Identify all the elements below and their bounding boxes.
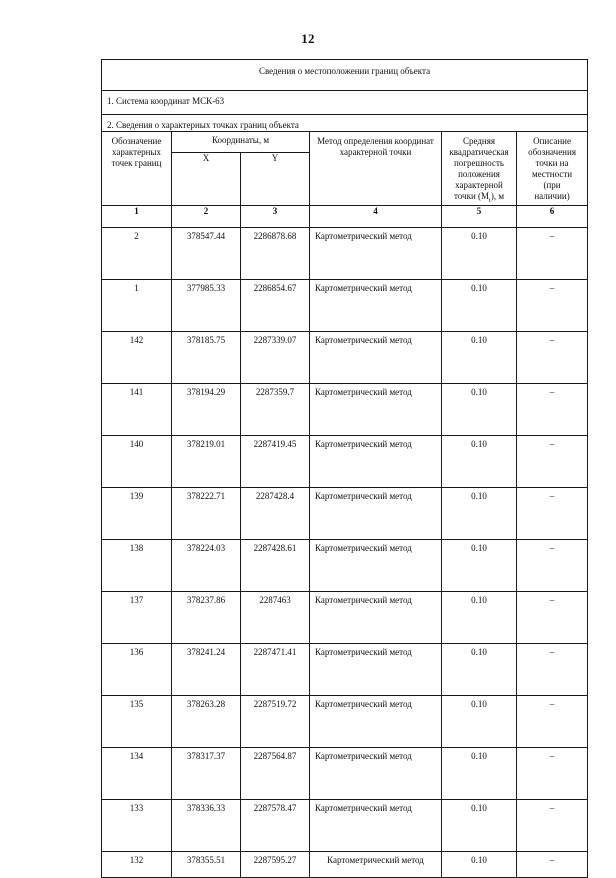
- cell-error: 0.10: [442, 279, 517, 331]
- cell-description: –: [517, 591, 588, 643]
- cell-error: 0.10: [442, 799, 517, 851]
- table-row: [102, 227, 588, 279]
- cell-error: 0.10: [442, 747, 517, 799]
- cell-y: 2287578.47: [241, 799, 310, 851]
- cell-method: Картометрический метод: [310, 695, 442, 747]
- cell-x: 378237.86: [172, 591, 241, 643]
- cell-x: 378222.71: [172, 487, 241, 539]
- header-desc-line-2: обозначения: [528, 146, 576, 157]
- cell-x: 378336.33: [172, 799, 241, 851]
- header-desc-line-5: (при: [543, 179, 561, 190]
- cell-x: 378219.01: [172, 435, 241, 487]
- header-error-line-6a: точки (М: [453, 190, 490, 201]
- section-info-row: [102, 115, 588, 132]
- cell-method: Картометрический метод: [310, 331, 442, 383]
- header-error-line-4: положения: [458, 168, 500, 179]
- cell-error: 0.10: [442, 539, 517, 591]
- header-method: Метод определения координат характерной точки: [310, 131, 442, 205]
- header-error-subscript: t: [489, 196, 491, 204]
- header-desc-line-1: Описание: [533, 135, 571, 146]
- table-row: [102, 799, 588, 851]
- boundary-points-table: [101, 59, 588, 878]
- cell-description: –: [517, 227, 588, 279]
- header-desc-line-3: точки на: [535, 157, 569, 168]
- cell-description: –: [517, 331, 588, 383]
- table-row: [102, 331, 588, 383]
- table-row: [102, 643, 588, 695]
- table-row: [102, 695, 588, 747]
- cell-description: –: [517, 383, 588, 435]
- cell-x: 378224.03: [172, 539, 241, 591]
- cell-point: 142: [102, 331, 172, 383]
- table-title-row: [102, 60, 588, 91]
- cell-y: 2287519.72: [241, 695, 310, 747]
- cell-description: –: [517, 747, 588, 799]
- cell-error: 0.10: [442, 383, 517, 435]
- table-row: [102, 747, 588, 799]
- cell-description: –: [517, 695, 588, 747]
- cell-error: 0.10: [442, 591, 517, 643]
- header-error-line-5: характерной: [455, 179, 503, 190]
- cell-error: 0.10: [442, 643, 517, 695]
- cell-y: 2287419.45: [241, 435, 310, 487]
- cell-point: 140: [102, 435, 172, 487]
- table-row: [102, 487, 588, 539]
- header-coordinates-group: Координаты, м: [172, 131, 310, 152]
- cell-description: –: [517, 435, 588, 487]
- colnum-1: 1: [102, 205, 172, 227]
- cell-y: 2287428.4: [241, 487, 310, 539]
- cell-method: Картометрический метод: [310, 383, 442, 435]
- header-x: X: [172, 153, 241, 205]
- header-desc-line-4: местности: [531, 168, 573, 179]
- cell-method: Картометрический метод: [310, 747, 442, 799]
- header-error-line-6b: ), м: [490, 190, 505, 201]
- cell-x: 378263.28: [172, 695, 241, 747]
- cell-point: 2: [102, 227, 172, 279]
- header-error-line-2: квадратическая: [449, 146, 509, 157]
- cell-x: 378194.29: [172, 383, 241, 435]
- cell-y: 2287463: [241, 591, 310, 643]
- colnum-2: 2: [172, 205, 241, 227]
- cell-point: 138: [102, 539, 172, 591]
- cell-y: 2287359.7: [241, 383, 310, 435]
- header-description: [517, 131, 588, 205]
- cell-point: 135: [102, 695, 172, 747]
- page-number: 12: [301, 31, 315, 46]
- table-row: [102, 591, 588, 643]
- cell-point: 132: [102, 851, 172, 877]
- cell-method: Картометрический метод: [310, 643, 442, 695]
- cell-description: –: [517, 539, 588, 591]
- header-mean-square-error: [442, 131, 517, 205]
- section-info-label: 2. Сведения о характерных точках границ объекта: [102, 115, 588, 132]
- cell-error: 0.10: [442, 487, 517, 539]
- cell-method: Картометрический метод: [310, 851, 442, 877]
- cell-point: 136: [102, 643, 172, 695]
- header-desc-line-6: наличии): [534, 190, 570, 201]
- coordinate-system-label: 1. Система координат МСК-63: [102, 91, 588, 115]
- column-header-row: [102, 131, 588, 152]
- cell-y: 2287428.61: [241, 539, 310, 591]
- cell-point: 139: [102, 487, 172, 539]
- colnum-6: 6: [517, 205, 588, 227]
- cell-description: –: [517, 643, 588, 695]
- cell-point: 134: [102, 747, 172, 799]
- cell-x: 377985.33: [172, 279, 241, 331]
- cell-x: 378317.37: [172, 747, 241, 799]
- cell-method: Картометрический метод: [310, 227, 442, 279]
- table-row: [102, 435, 588, 487]
- cell-description: –: [517, 799, 588, 851]
- cell-error: 0.10: [442, 227, 517, 279]
- cell-method: Картометрический метод: [310, 487, 442, 539]
- header-error-line-1: Средняя: [462, 135, 496, 146]
- table-row: [102, 851, 588, 877]
- cell-y: 2287471.41: [241, 643, 310, 695]
- cell-point: 141: [102, 383, 172, 435]
- table-row: [102, 279, 588, 331]
- cell-y: 2286854.67: [241, 279, 310, 331]
- cell-x: 378241.24: [172, 643, 241, 695]
- cell-method: Картометрический метод: [310, 591, 442, 643]
- cell-error: 0.10: [442, 851, 517, 877]
- cell-x: 378185.75: [172, 331, 241, 383]
- cell-point: 1: [102, 279, 172, 331]
- header-y: Y: [241, 153, 310, 205]
- colnum-5: 5: [442, 205, 517, 227]
- cell-x: 378355.51: [172, 851, 241, 877]
- cell-method: Картометрический метод: [310, 799, 442, 851]
- colnum-3: 3: [241, 205, 310, 227]
- cell-error: 0.10: [442, 695, 517, 747]
- table-row: [102, 539, 588, 591]
- table-row: [102, 383, 588, 435]
- header-point-designation: Обозначение характерных точек границ: [102, 131, 172, 205]
- cell-y: 2287595.27: [241, 851, 310, 877]
- coordinate-system-row: [102, 91, 588, 115]
- cell-y: 2287339.07: [241, 331, 310, 383]
- cell-error: 0.10: [442, 331, 517, 383]
- header-error-line-3: погрешность: [453, 157, 504, 168]
- cell-method: Картометрический метод: [310, 539, 442, 591]
- cell-y: 2287564.87: [241, 747, 310, 799]
- cell-error: 0.10: [442, 435, 517, 487]
- cell-point: 137: [102, 591, 172, 643]
- cell-y: 2286878.68: [241, 227, 310, 279]
- colnum-4: 4: [310, 205, 442, 227]
- cell-x: 378547.44: [172, 227, 241, 279]
- table-title: Сведения о местоположении границ объекта: [102, 60, 588, 91]
- column-numbering-row: [102, 205, 588, 227]
- cell-description: –: [517, 487, 588, 539]
- cell-description: –: [517, 279, 588, 331]
- cell-method: Картометрический метод: [310, 435, 442, 487]
- cell-point: 133: [102, 799, 172, 851]
- cell-description: –: [517, 851, 588, 877]
- cell-method: Картометрический метод: [310, 279, 442, 331]
